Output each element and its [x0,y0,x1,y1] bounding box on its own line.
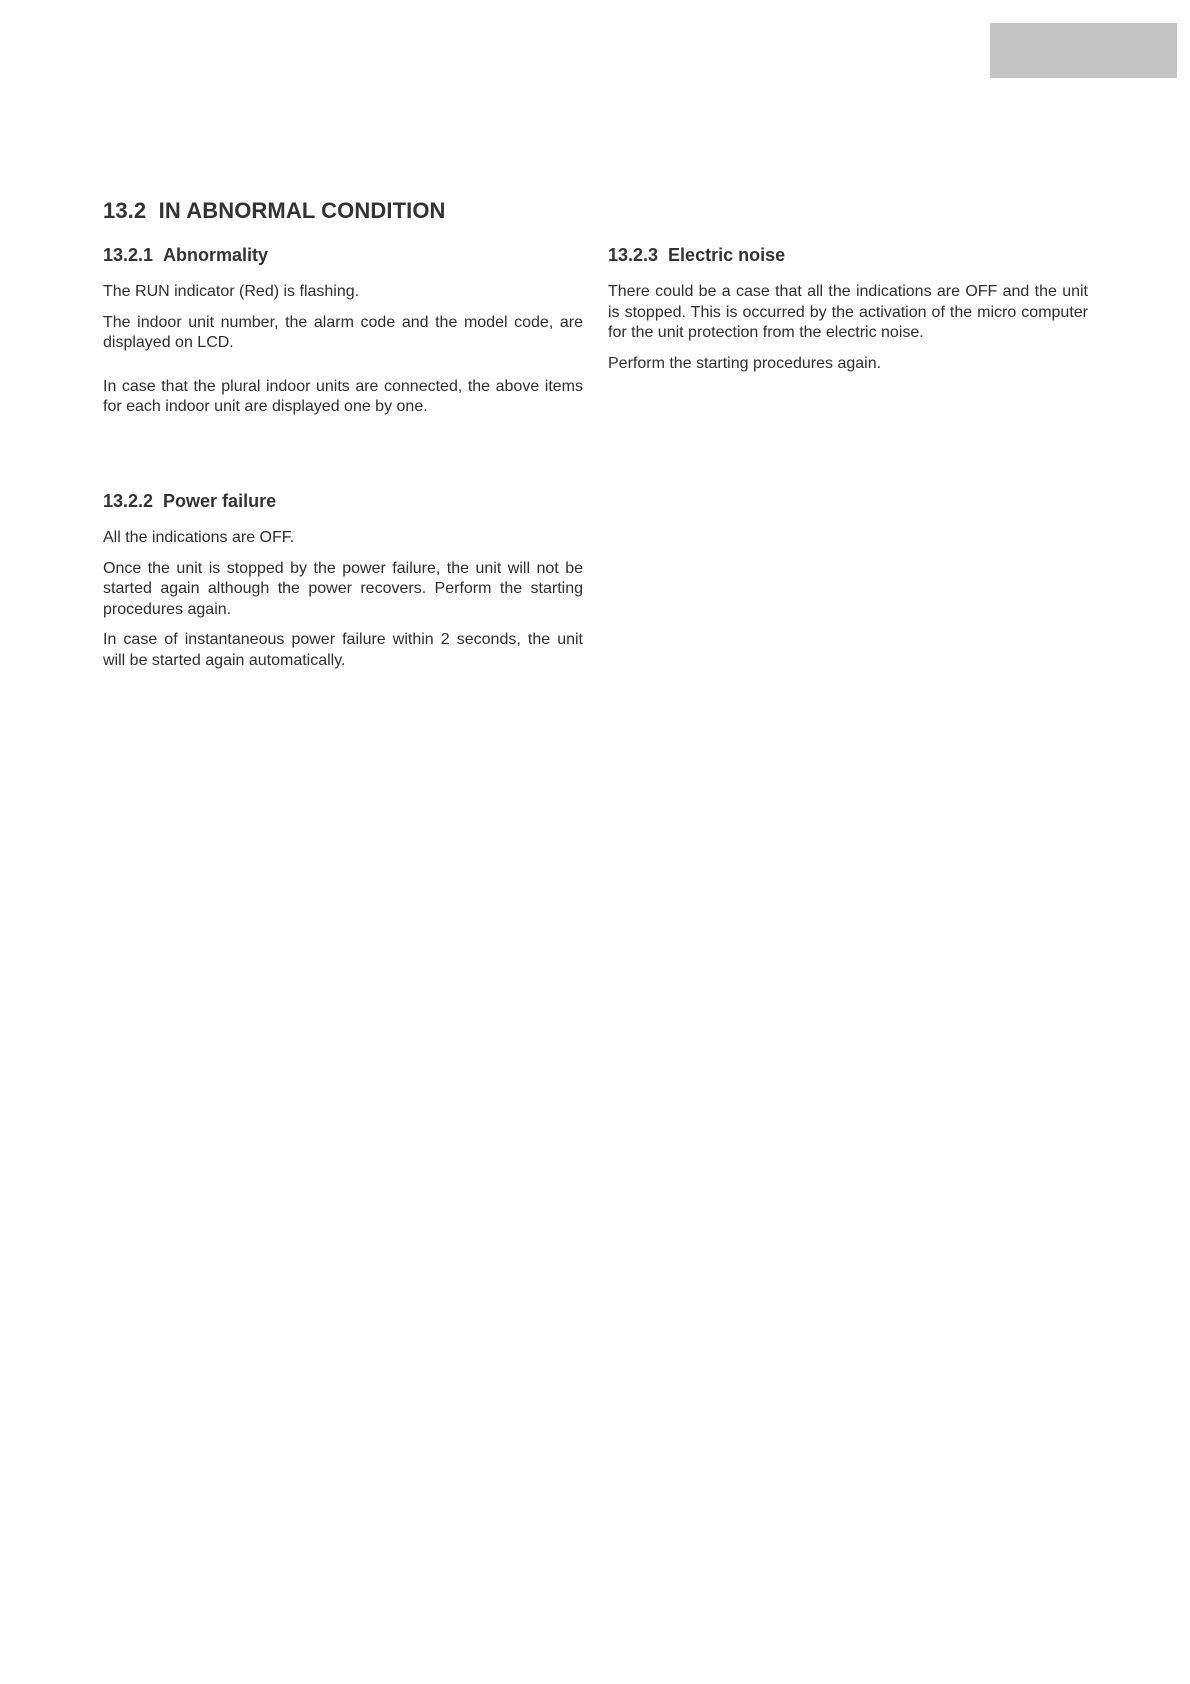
paragraph: All the indications are OFF. [103,529,295,546]
subsection-title: Abnormality [163,245,269,265]
paragraph: The RUN indicator (Red) is flashing. [103,283,360,300]
subsection-heading [608,245,1088,266]
paragraph: The indoor unit number, the alarm code and the model code, are displayed on LCD. [103,313,583,351]
corner-tab [990,23,1177,78]
subsection-power-failure [103,491,583,681]
subsection-electric-noise [608,245,1088,384]
paragraph: In case that the plural indoor units are connected, the above items for each indoor unit are displayed one by one. [103,377,583,415]
paragraph: Perform the starting procedures again. [608,354,882,372]
subsection-heading [103,491,583,512]
subsection-abnormality [103,245,583,428]
section-number: 13.2 [103,198,147,223]
subsection-number: 13.2.3 [608,245,659,265]
section-heading [103,198,446,224]
paragraph: There could be a case that all the indications are OFF and the unit is stopped. This is occurred by the activation of the micro computer for the unit protection from the electric noise. [608,283,1088,341]
section-title: IN ABNORMAL CONDITION [158,198,446,223]
subsection-number: 13.2.2 [103,491,154,511]
subsection-title: Power failure [163,491,277,511]
subsection-title: Electric noise [668,245,786,265]
subsection-heading [103,245,583,266]
paragraph: In case of instantaneous power failure within 2 seconds, the unit will be started again automatically. [103,631,583,669]
subsection-number: 13.2.1 [103,245,154,265]
paragraph: Once the unit is stopped by the power failure, the unit will not be started again although the power recovers. Perform the starting procedures again. [103,559,583,618]
